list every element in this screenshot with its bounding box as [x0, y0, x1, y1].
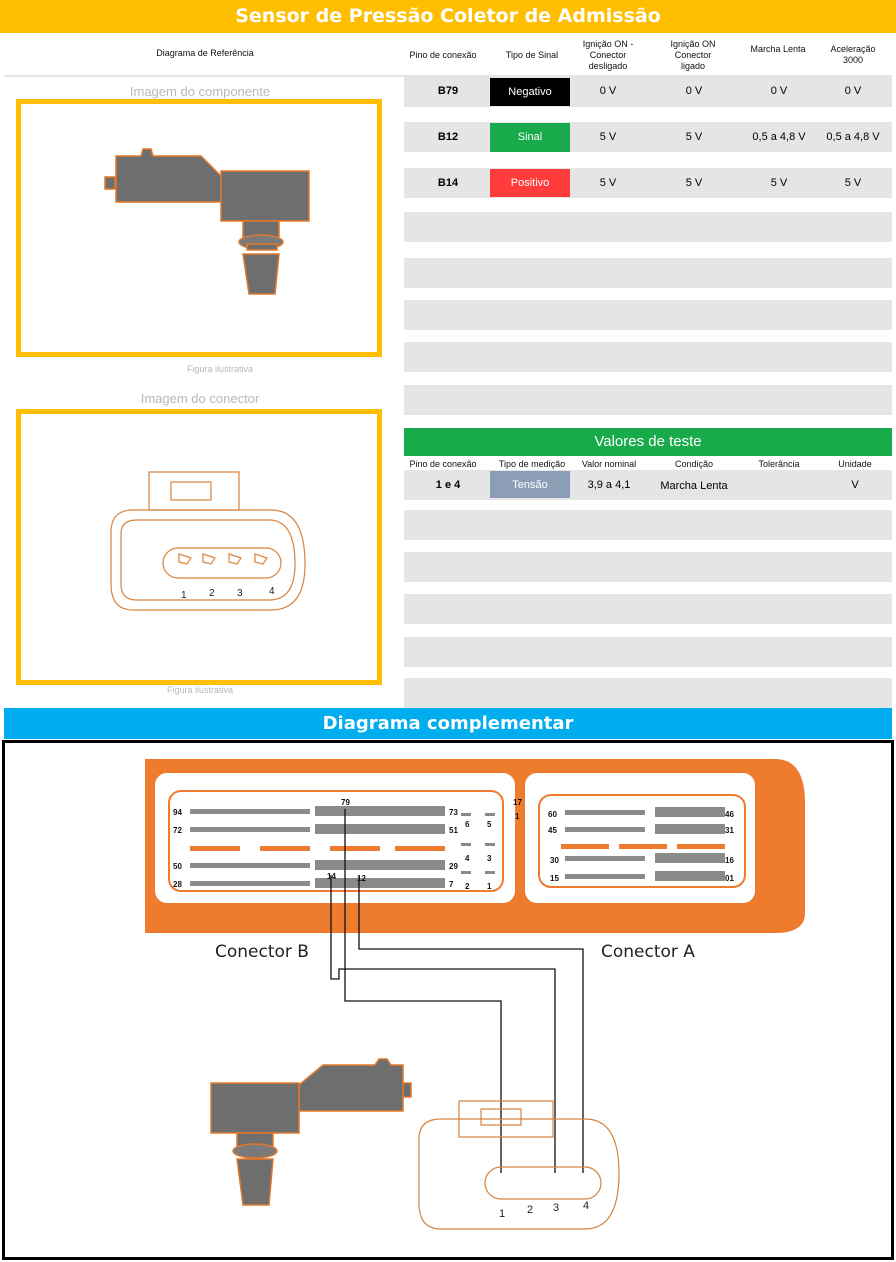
header-diagram-ref: Diagrama de Referência [156, 48, 254, 58]
ecu-b-pin-label: 50 [173, 862, 182, 871]
idle-cell: 0,5 a 4,8 V [752, 131, 806, 143]
ecu-a-pin-label: 01 [725, 874, 734, 883]
ign-on-cell: 5 V [685, 131, 703, 143]
ecu-a-pin-label: 60 [548, 810, 557, 819]
ecu-b-pin-label: 29 [449, 862, 458, 871]
ign-off-cell: 5 V [599, 131, 617, 143]
figure-label-2: Figura ilustrativa [166, 685, 234, 695]
map-sensor-illustration [21, 104, 377, 352]
accel-cell: 5 V [844, 177, 862, 189]
connector-a-label: Conector A [601, 942, 695, 962]
empty-row-band [404, 342, 892, 372]
empty-row-band [404, 300, 892, 330]
pin-cell: B14 [437, 177, 459, 189]
ecu-b-pin-label: 72 [173, 826, 182, 835]
ecu-b-pin-label: 94 [173, 808, 182, 817]
empty-row-band [404, 212, 892, 242]
measure-type-badge: Tensão [490, 471, 570, 498]
component-image-frame [16, 99, 382, 357]
figure-label-1: Figura ilustrativa [186, 364, 254, 374]
idle-cell: 0 V [770, 85, 788, 97]
connector-pin-2: 2 [209, 588, 215, 599]
ecu-a-pin-label: 46 [725, 810, 734, 819]
ign-on-cell: 0 V [685, 85, 703, 97]
ecu-b-pin-label: 79 [341, 798, 350, 807]
connector-illustration [21, 414, 377, 680]
complementary-diagram-frame [2, 740, 894, 1260]
ecu-b-pin-label: 17 [513, 798, 522, 807]
signal-badge-positive: Positivo [490, 169, 570, 197]
header-signal-type: Tipo de Sinal [505, 50, 559, 60]
connector-pin-3: 3 [237, 588, 243, 599]
empty-row-band [404, 258, 892, 288]
tv-header-condition: Condição [674, 459, 714, 469]
empty-row-band [404, 552, 892, 582]
ecu-b-pin-label: 3 [487, 854, 492, 863]
ign-off-cell: 5 V [599, 177, 617, 189]
header-accel: Aceleração 3000 [830, 44, 876, 65]
tv-header-pin: Pino de conexão [409, 459, 477, 469]
signal-badge-negative: Negativo [490, 78, 570, 106]
ecu-b-pin-label: 12 [357, 874, 366, 883]
ecu-b-pin-label: 5 [487, 820, 492, 829]
connector-image-frame [16, 409, 382, 685]
signal-badge-signal: Sinal [490, 123, 570, 152]
component-image-label: Imagem do componente [129, 84, 271, 99]
tv-header-measure-type: Tipo de medição [498, 459, 566, 469]
ecu-b-pin-label: 7 [449, 880, 454, 889]
header-pin: Pino de conexão [409, 50, 477, 60]
empty-row-band [404, 385, 892, 415]
connector-b-label: Conector B [215, 942, 309, 962]
ecu-b-pin-label: 1 [515, 812, 520, 821]
header-ign-on: Ignição ON Conector ligado [670, 39, 716, 71]
ecu-b-pin-label: 73 [449, 808, 458, 817]
ecu-a-pin-label: 30 [550, 856, 559, 865]
tv-nominal-cell: 3,9 a 4,1 [587, 479, 631, 491]
accel-cell: 0,5 a 4,8 V [826, 131, 880, 143]
sensor-pin-4: 4 [583, 1200, 590, 1212]
empty-row-band [404, 594, 892, 624]
ecu-a-pin-label: 15 [550, 874, 559, 883]
empty-row-band [404, 637, 892, 667]
pin-cell: B79 [437, 85, 459, 97]
ecu-a-pin-label: 16 [725, 856, 734, 865]
tv-unit-cell: V [851, 479, 859, 491]
page-title: Sensor de Pressão Coletor de Admissão [0, 0, 896, 33]
tv-header-unit: Unidade [838, 459, 872, 469]
header-ign-off: Ignição ON - Conector desligado [582, 39, 634, 71]
ecu-b-pin-label: 28 [173, 880, 182, 889]
ecu-b-pin-label: 6 [465, 820, 470, 829]
tv-condition-cell: Marcha Lenta [660, 480, 728, 492]
accel-cell: 0 V [844, 85, 862, 97]
tv-header-nominal: Valor nominal [581, 459, 637, 469]
ecu-b-pin-label: 4 [465, 854, 470, 863]
ecu-a-pin-label: 45 [548, 826, 557, 835]
empty-row-band [404, 678, 892, 708]
sensor-pin-1: 1 [499, 1208, 506, 1220]
connector-pin-1: 1 [181, 590, 187, 601]
test-values-title: Valores de teste [404, 428, 892, 456]
complementary-title: Diagrama complementar [4, 708, 892, 739]
connector-image-label: Imagem do conector [140, 391, 260, 406]
ecu-b-pin-label: 1 [487, 882, 492, 891]
connector-pin-4: 4 [269, 586, 275, 597]
empty-row-band [404, 510, 892, 540]
sensor-pin-2: 2 [527, 1204, 534, 1216]
ecu-a-pin-label: 31 [725, 826, 734, 835]
ign-off-cell: 0 V [599, 85, 617, 97]
ecu-b-pin-label: 51 [449, 826, 458, 835]
ecu-b-pin-label: 14 [327, 872, 336, 881]
tv-header-tolerance: Tolerância [758, 459, 800, 469]
ecu-b-pin-label: 2 [465, 882, 470, 891]
ign-on-cell: 5 V [685, 177, 703, 189]
idle-cell: 5 V [770, 177, 788, 189]
ecu-wiring-diagram [5, 743, 891, 1257]
header-idle: Marcha Lenta [750, 44, 806, 54]
tv-pin-cell: 1 e 4 [435, 479, 461, 491]
sensor-pin-3: 3 [553, 1202, 560, 1214]
pin-cell: B12 [437, 131, 459, 143]
